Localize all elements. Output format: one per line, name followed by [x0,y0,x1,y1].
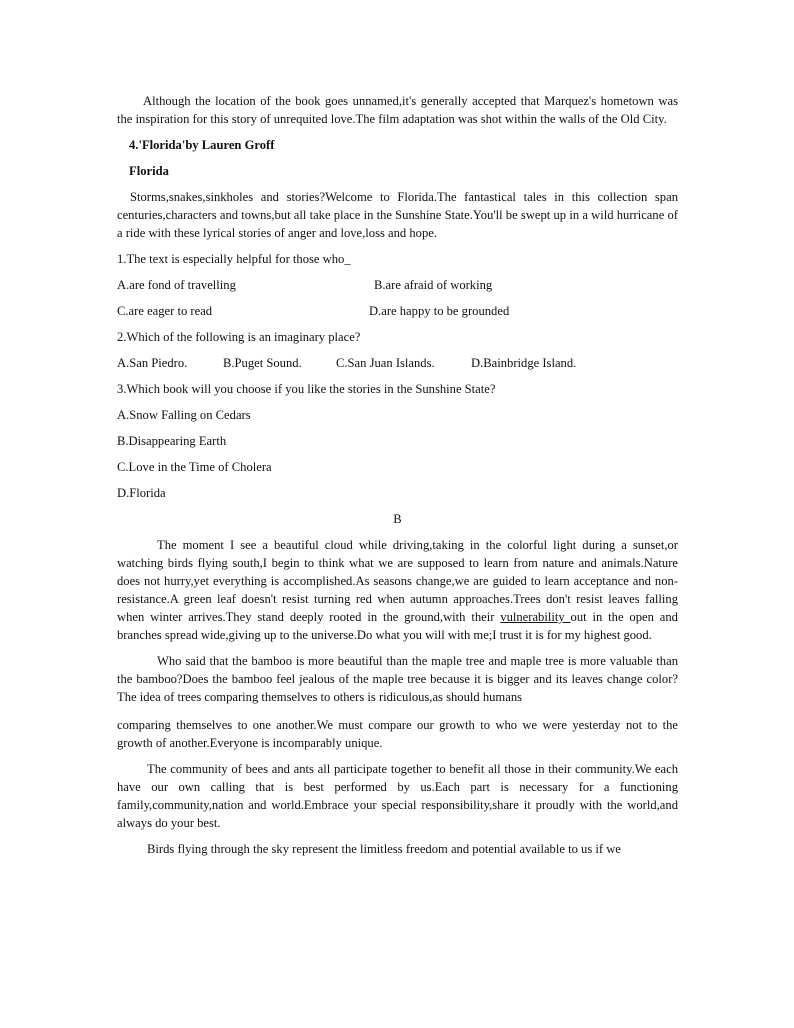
question-1-option-d[interactable]: D.are happy to be grounded [369,304,510,318]
question-1-option-b[interactable]: B.are afraid of working [374,278,493,292]
section-b-label: B [393,512,402,526]
question-1-option-a[interactable]: A.are fond of travelling [117,278,236,292]
section-b-paragraph-4: The community of bees and ants all participate together to benefit all those in their community.We each have our own calling that is best performed by us.Each part is necessary for a functioning family,community,nation and world.Embrace your special responsibility,share it proudly with the world,and always do your best. [117,762,678,830]
question-3-option-d[interactable]: D.Florida [117,486,166,500]
book4-heading: 4.'Florida'by Lauren Groff [129,138,275,152]
question-3-option-b[interactable]: B.Disappearing Earth [117,434,227,448]
question-3-stem: 3.Which book will you choose if you like the stories in the Sunshine State? [117,382,496,396]
section-b-paragraph-1 [117,536,678,644]
question-2-option-a[interactable]: A.San Piedro. [117,356,188,370]
question-2-stem: 2.Which of the following is an imaginary place? [117,330,361,344]
question-2-option-b[interactable]: B.Puget Sound. [223,356,302,370]
intro-paragraph: Although the location of the book goes unnamed,it's generally accepted that Marquez's hometown was the inspiration for this story of unrequited love.The film adaptation was shot within the walls of the Old City. [117,94,678,126]
section-b-paragraph-2: Who said that the bamboo is more beautiful than the maple tree and maple tree is more valuable than the bamboo?Does the bamboo feel jealous of the maple tree because it is bigger and its leaves change color?The idea of trees comparing themselves to others is ridiculous,as should humans [117,654,678,704]
section-b-paragraph-3: comparing themselves to one another.We must compare our growth to who we were yesterday not to the growth of another.Everyone is incomparably unique. [117,718,678,750]
question-3-option-a[interactable]: A.Snow Falling on Cedars [117,408,251,422]
question-1-options-row-1 [117,276,678,294]
question-2-option-d[interactable]: D.Bainbridge Island. [471,356,577,370]
question-1-options-row-2 [117,302,678,320]
paragraph-1-text-after: out in the open and branches spread wide,giving up to the universe.Do what you will with me;I trust it is for my highest good. [117,610,678,642]
book4-subtitle: Florida [129,164,169,178]
section-b-paragraph-5: Birds flying through the sky represent the limitless freedom and potential available to us if we [147,842,621,856]
paragraph-1-text-before: The moment I see a beautiful cloud while driving,taking in the colorful light during a sunset,or watching birds flying south,I begin to think what we are supposed to learn from nature and animals.Nature does not hurry,yet everything is accomplished.As seasons change,we are guided to learn acceptance and non-resistance.A green leaf doesn't resist turning red when autumn approaches.Trees don't resist leaves falling when winter arrives.They stand deeply rooted in the ground,with their [117,538,678,624]
book4-description: Storms,snakes,sinkholes and stories?Welcome to Florida.The fantastical tales in this collection span centuries,characters and towns,but all take place in the Sunshine State.You'll be swept up in a wild hurricane of a ride with these lyrical stories of anger and love,loss and hope. [117,190,678,240]
question-3-option-c[interactable]: C.Love in the Time of Cholera [117,460,272,474]
question-1-option-c[interactable]: C.are eager to read [117,304,213,318]
underlined-word-vulnerability: vulnerability [500,610,571,624]
question-2-option-c[interactable]: C.San Juan Islands. [336,356,435,370]
question-2-options-row [117,354,678,372]
document-content [117,92,678,858]
question-1-stem: 1.The text is especially helpful for those who_ [117,252,351,266]
